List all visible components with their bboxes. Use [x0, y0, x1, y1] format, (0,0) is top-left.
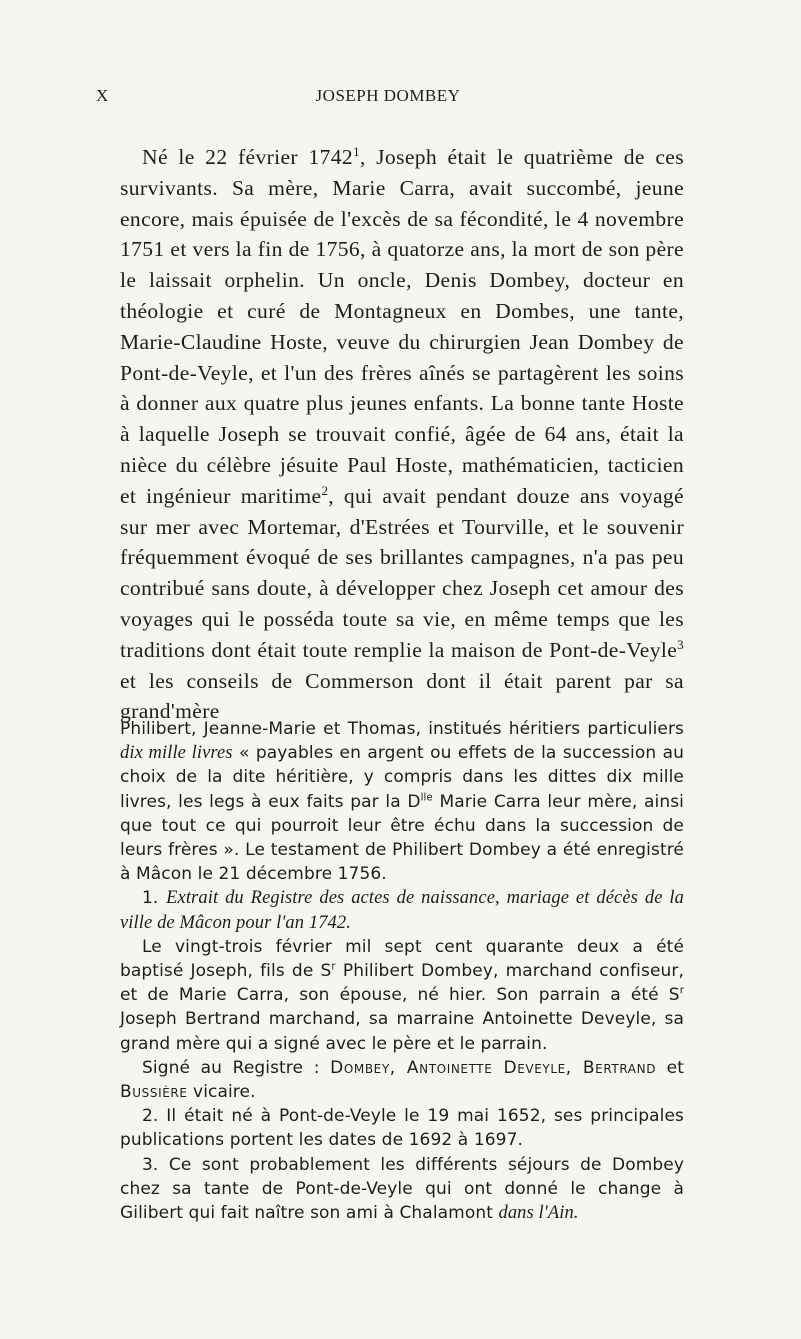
text-run: et [656, 1057, 684, 1078]
text-run: Joseph Bertrand marchand, sa marraine Antoinette Deveyle, sa grand mère qui a signé avec le père et le parrain. [120, 1009, 684, 1054]
text-run: « payables en argent ou effets de la succession au choix de la dite héritière, y compris dans les dittes dix mille livres, les legs à eux faits par la D [120, 743, 684, 812]
footnote-1-body [120, 935, 684, 1056]
main-paragraph [120, 142, 684, 727]
small-caps-run: Dombey, Antoinette Deveyle, Bertrand [330, 1057, 657, 1078]
superscript: r [679, 985, 684, 997]
text-run: Signé au Registre : [142, 1057, 331, 1078]
text-run: Né le 22 février 1742 [142, 145, 354, 169]
footnote-ref-3: 3 [677, 636, 684, 652]
italic-run: dans l'Ain. [498, 1203, 579, 1224]
superscript: lle [420, 791, 433, 803]
superscript: r [331, 961, 336, 973]
text-run: vicaire. [187, 1082, 256, 1103]
text-run: Le vingt-trois février mil sept cent quarante deux a été baptisé Joseph, fils de S [120, 936, 684, 982]
text-run: , qui avait pendant douze ans voyagé sur mer avec Mortemar, d'Estrées et Tourville, et le souvenir fréquemment évoqué de ses brillantes campagnes, n'a pas peu contribué sans doute, à développer chez Joseph cet amour des voyages qui le posséda toute sa vie, en même temps que les traditions dont était toute remplie la maison de Pont-de-Veyle [120, 483, 684, 662]
footnotes [120, 717, 684, 1225]
text-run: Philibert, Jeanne-Marie et Thomas, institués héritiers particuliers [120, 719, 684, 739]
italic-run: Extrait du Registre des actes de naissance, mariage et décès de la ville de Mâcon pour l'an 1742. [120, 888, 684, 933]
page-header [96, 86, 680, 112]
footnote-2: 2. Il était né à Pont-de-Veyle le 19 mai 1652, ses principales publications portent les dates de 1692 à 1697. [120, 1106, 684, 1151]
text-run: et les conseils de Commerson dont il était parent par sa grand'mère [120, 668, 684, 724]
main-text [120, 142, 684, 727]
running-title: JOSEPH DOMBEY [315, 86, 461, 105]
footnote-1-title [120, 886, 684, 934]
text-run: 3. Ce sont probablement les différents séjours de Dombey chez sa tante de Pont-de-Veyle qui ont donné le change à Gilibert qui fait naître son ami à Chalamont [120, 1154, 684, 1224]
italic-run: dix mille livres [120, 743, 233, 764]
footnote-number: 1. [142, 888, 167, 909]
footnote-1-signature [120, 1056, 684, 1104]
text-run: , Joseph était le quatrième de ces survivants. Sa mère, Marie Carra, avait succombé, jeune encore, mais épuisée de l'excès de sa fécondité, le 4 novembre 1751 et vers la fin de 1756, à quatorze ans, la mort de son père le laissait orphelin. Un oncle, Denis Dombey, docteur en théologie et curé de Montagneux en Dombes, une tante, Marie-Claudine Hoste, veuve du chirurgien Jean Dombey de Pont-de-Veyle, et l'un des frères aînés se partagèrent les soins à donner aux quatre plus jeunes enfants. La bonne tante Hoste à laquelle Joseph se trouvait confié, âgée de 64 ans, était la nièce du célèbre jésuite Paul Hoste, mathématicien, tacticien et ingénieur maritime [120, 145, 684, 508]
text-run: Philibert Dombey, marchand confiseur, et de Marie Carra, son épouse, né hier. Son parrain a été S [120, 961, 684, 1006]
footnote-continuation [120, 717, 684, 886]
text-run: Marie Carra leur mère, ainsi que tout ce qui pourroit leur être échu dans la succession de leurs frères ». Le testament de Philibert Dombey a été enregistré à Mâcon le 21 décembre 1756. [120, 791, 684, 885]
footnote-3 [120, 1153, 684, 1226]
footnote-ref-1: 1 [353, 143, 360, 159]
footnote-ref-2: 2 [321, 482, 329, 498]
page-folio: X [96, 86, 109, 105]
small-caps-run: Bussière [120, 1082, 188, 1103]
